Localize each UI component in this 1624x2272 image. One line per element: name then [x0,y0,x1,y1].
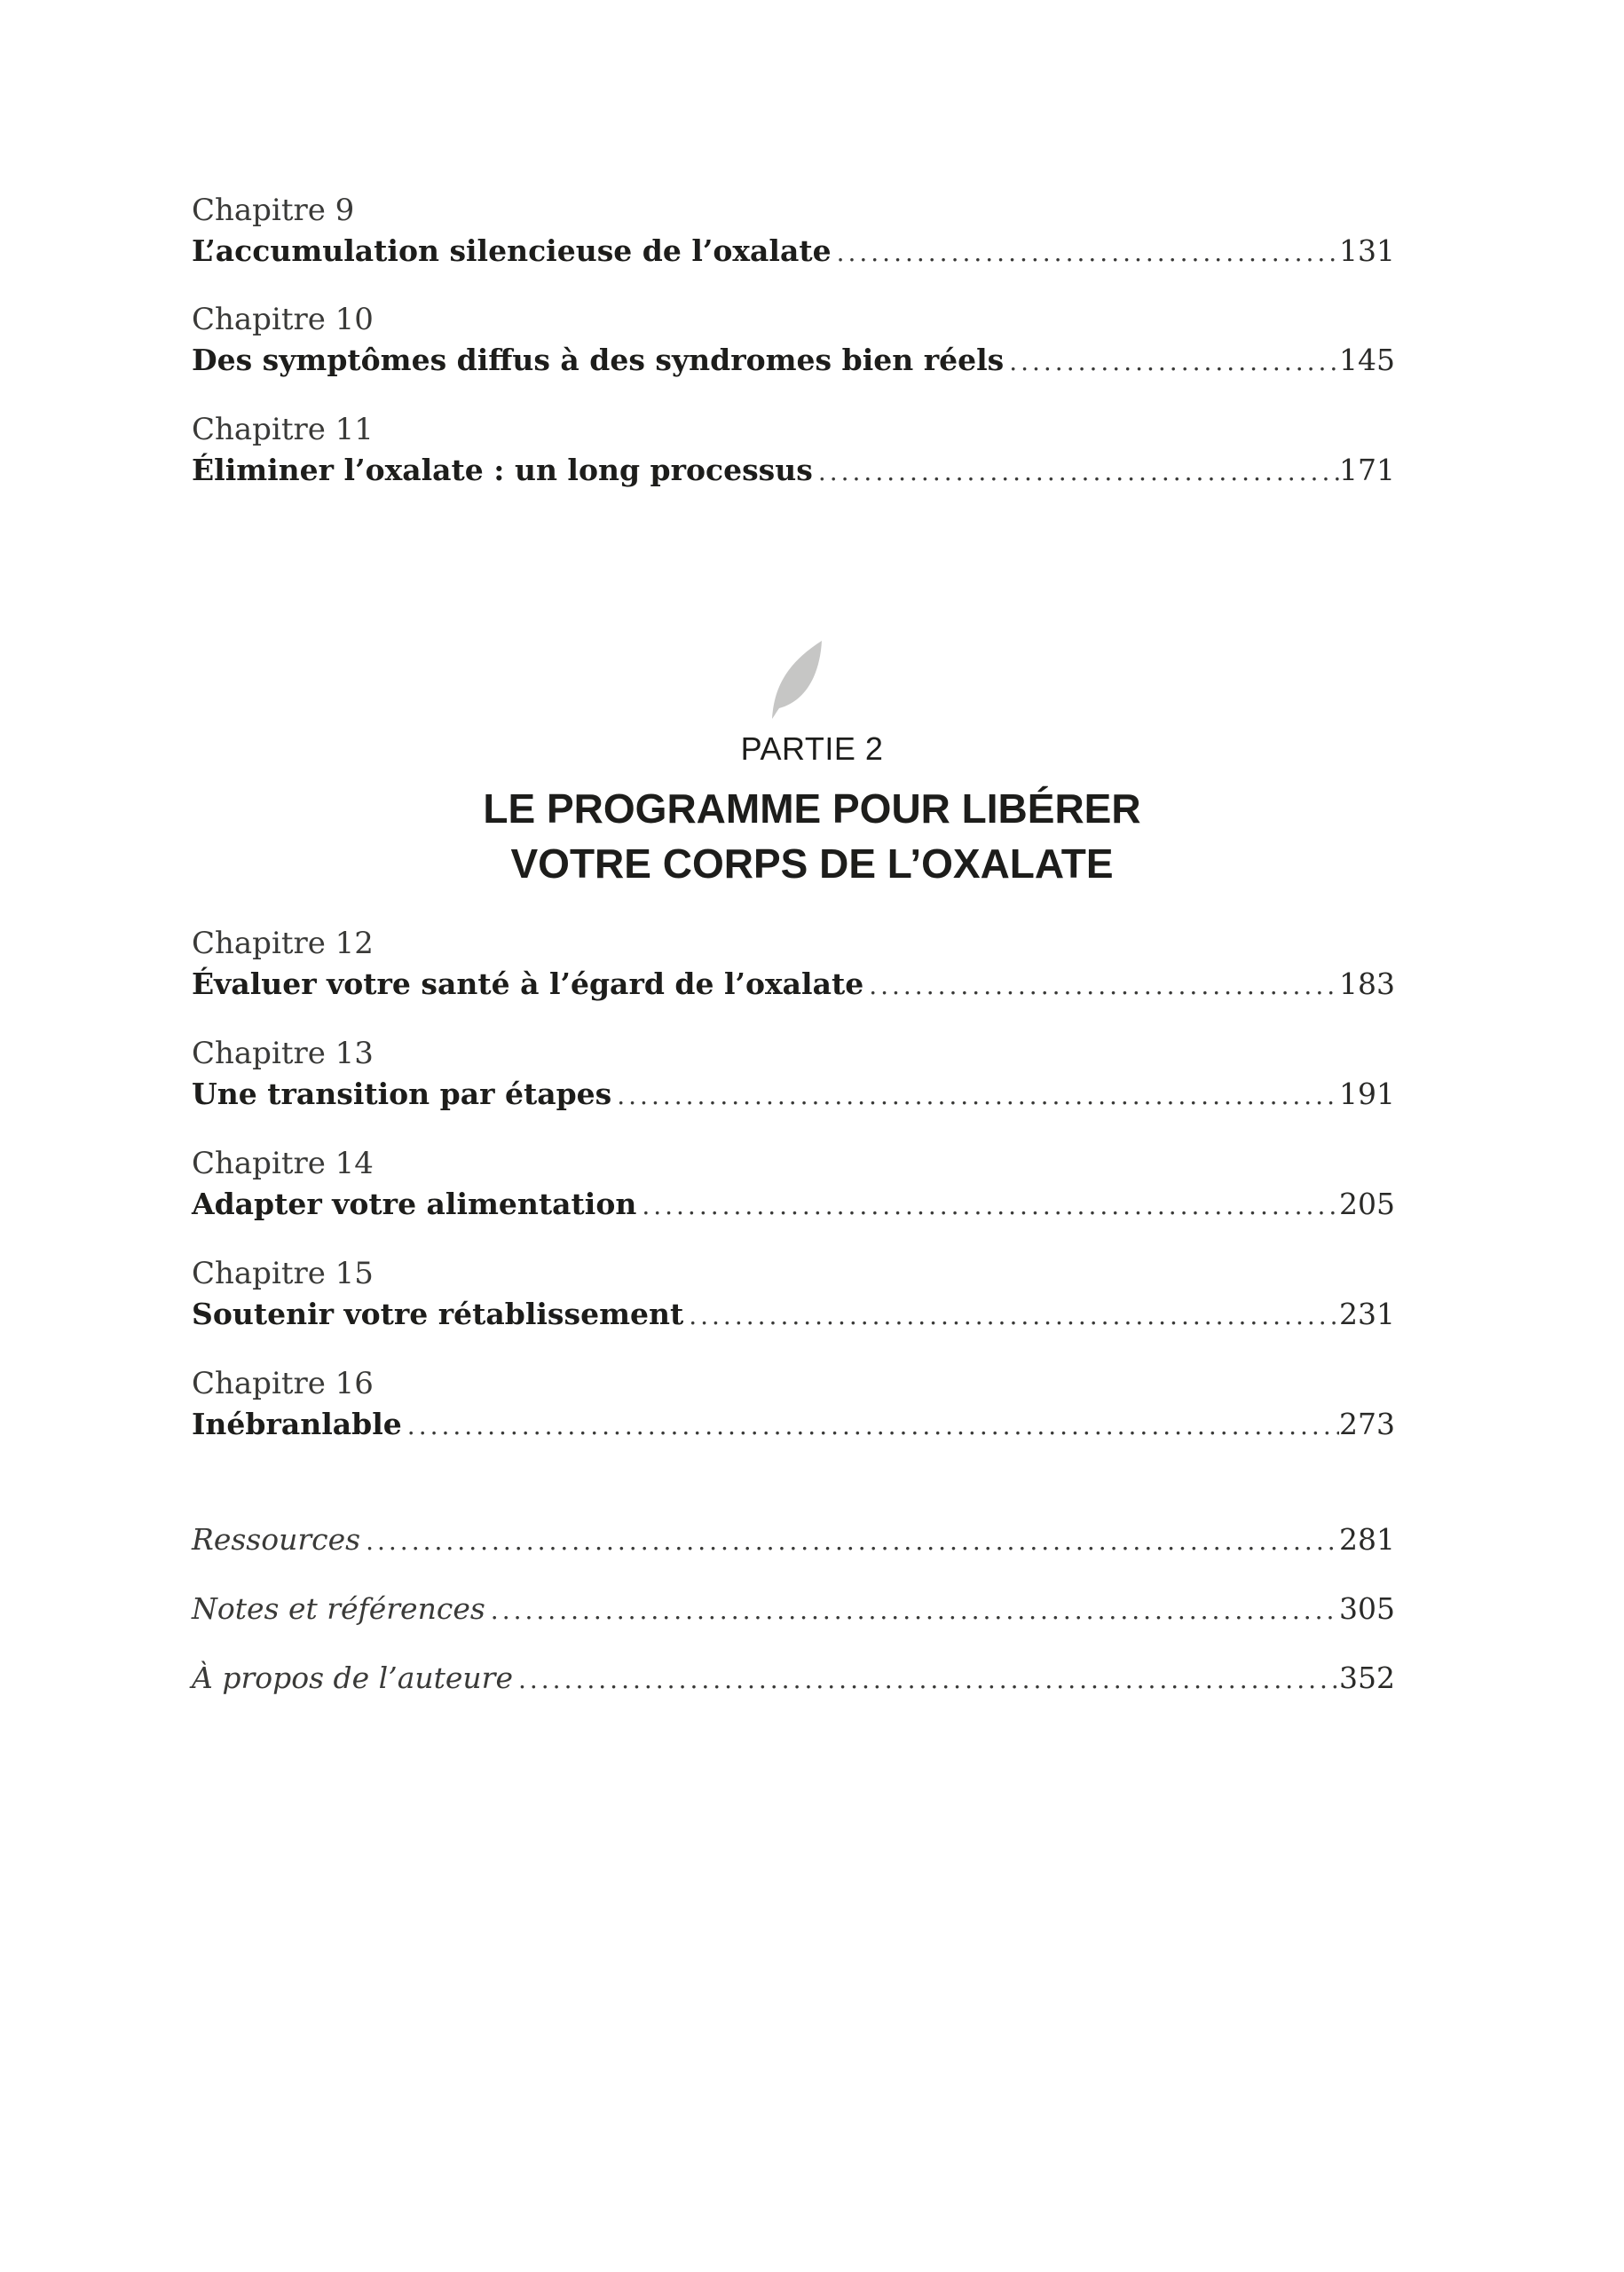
chapter-title: Inébranlable [192,1407,402,1441]
chapter-label: Chapitre 12 [192,926,374,961]
dot-leader [683,1296,1339,1337]
chapter-title: Une transition par étapes [192,1077,612,1111]
back-matter-title: Ressources [192,1522,361,1557]
page-number: 281 [1339,1522,1395,1557]
dot-leader [611,1076,1339,1116]
page-number: 205 [1339,1187,1395,1221]
page-number: 273 [1339,1407,1395,1441]
page-number: 145 [1339,343,1395,377]
page-number: 231 [1339,1297,1395,1331]
chapter-label: Chapitre 9 [192,193,355,228]
leaf-icon [770,639,824,721]
page-number: 183 [1339,966,1395,1001]
dot-leader [636,1186,1339,1227]
dot-leader [863,966,1339,1006]
chapter-title: Soutenir votre rétablissement [192,1297,684,1331]
chapter-title: L’accumulation silencieuse de l’oxalate [192,233,832,268]
dot-leader [402,1406,1339,1447]
chapter-title: Éliminer l’oxalate : un long processus [192,453,813,487]
page-number: 305 [1339,1591,1395,1626]
toc-entry-ressources[interactable] [192,1519,1395,1562]
page-number: 171 [1339,453,1395,487]
toc-entry-chapter-14[interactable] [192,1143,1395,1227]
toc-entry-chapter-16[interactable] [192,1363,1395,1447]
part-title-line-1: LE PROGRAMME POUR LIBÉRER [483,785,1141,832]
dot-leader [1004,342,1339,383]
toc-entry-chapter-12[interactable] [192,923,1395,1006]
toc-entry-chapter-15[interactable] [192,1253,1395,1337]
dot-leader [513,1660,1339,1700]
chapter-label: Chapitre 10 [192,302,374,337]
toc-entry-chapter-10[interactable] [192,299,1395,383]
dot-leader [832,233,1339,273]
dot-leader [360,1521,1339,1562]
back-matter-title: Notes et références [192,1591,485,1626]
toc-entry-chapter-11[interactable] [192,409,1395,493]
chapter-label: Chapitre 14 [192,1146,374,1181]
chapter-label: Chapitre 15 [192,1256,374,1291]
toc-entry-about-author[interactable] [192,1658,1395,1700]
part-label: PARTIE 2 [740,730,884,767]
toc-entry-notes[interactable] [192,1589,1395,1631]
dot-leader [485,1590,1339,1631]
chapter-title: Adapter votre alimentation [192,1187,637,1221]
page-number: 352 [1339,1661,1395,1695]
page-number: 191 [1339,1077,1395,1111]
toc-entry-chapter-9[interactable] [192,190,1395,273]
dot-leader [813,452,1339,493]
part-title [0,781,1624,891]
toc-entry-chapter-13[interactable] [192,1033,1395,1116]
chapter-title: Évaluer votre santé à l’égard de l’oxalate [192,966,864,1001]
chapter-label: Chapitre 13 [192,1036,374,1071]
part-title-line-2: VOTRE CORPS DE L’OXALATE [510,840,1114,887]
chapter-label: Chapitre 16 [192,1366,374,1401]
chapter-title: Des symptômes diffus à des syndromes bien réels [192,343,1005,377]
back-matter-title: À propos de l’auteure [192,1661,513,1695]
chapter-label: Chapitre 11 [192,412,374,447]
page-number: 131 [1339,233,1395,268]
